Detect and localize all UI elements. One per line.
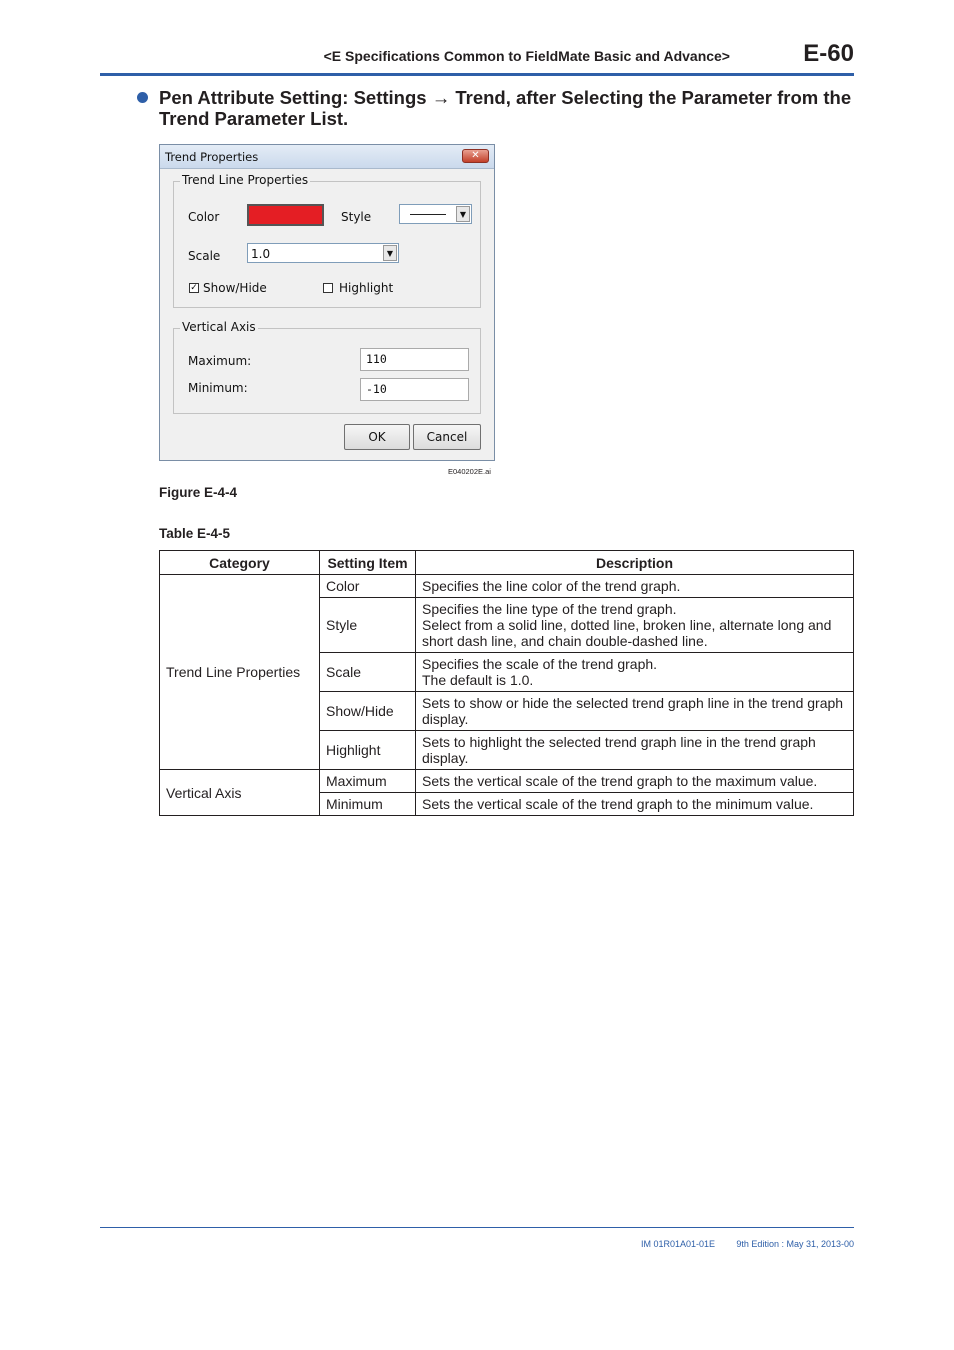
scale-select[interactable] — [247, 243, 399, 263]
description-cell: Specifies the scale of the trend graph. The default is 1.0. — [416, 653, 854, 692]
style-select[interactable] — [399, 204, 472, 224]
item-cell: Maximum — [320, 770, 416, 793]
check-icon: ✓ — [190, 283, 198, 293]
description-cell: Sets the vertical scale of the trend graph to the maximum value. — [416, 770, 854, 793]
footer-doc-number: IM 01R01A01-01E — [641, 1239, 716, 1249]
description-cell: Sets to highlight the selected trend graph line in the trend graph display. — [416, 731, 854, 770]
item-cell: Minimum — [320, 793, 416, 816]
showhide-checkbox[interactable] — [189, 283, 199, 293]
item-cell: Highlight — [320, 731, 416, 770]
table-header-row — [160, 551, 854, 575]
vertical-axis-group — [173, 320, 481, 414]
table-row — [160, 770, 854, 793]
table-row — [160, 575, 854, 598]
scale-label: Scale — [188, 249, 221, 263]
minimum-label: Minimum: — [188, 381, 248, 395]
maximum-input[interactable]: 110 — [360, 348, 469, 371]
dialog-title: Trend Properties — [165, 150, 259, 164]
description-cell: Specifies the line color of the trend graph. — [416, 575, 854, 598]
trend-properties-dialog — [159, 144, 495, 461]
item-cell: Show/Hide — [320, 692, 416, 731]
description-cell: Specifies the line type of the trend graph. Select from a solid line, dotted line, broken line, alternate long and short dash line, and chain double-dashed line. — [416, 598, 854, 653]
trend-group-title: Trend Line Properties — [182, 173, 309, 187]
close-button[interactable] — [462, 149, 489, 163]
close-icon: ✕ — [471, 150, 480, 161]
footer-rule — [100, 1227, 854, 1228]
maximum-label: Maximum: — [188, 354, 252, 368]
minimum-input[interactable]: -10 — [360, 378, 469, 401]
figure-caption: Figure E-4-4 — [159, 485, 238, 500]
table-caption: Table E-4-5 — [159, 526, 231, 541]
color-label: Color — [188, 210, 220, 224]
page-number: E-60 — [803, 40, 854, 67]
figure-file-id: E040202E.ai — [448, 467, 491, 476]
description-cell: Sets to show or hide the selected trend graph line in the trend graph display. — [416, 692, 854, 731]
chevron-down-icon: ▼ — [456, 206, 470, 222]
header-cell: Category — [160, 551, 320, 575]
item-cell: Color — [320, 575, 416, 598]
header-rule — [100, 73, 854, 76]
highlight-label: Highlight — [339, 281, 394, 295]
axis-group-title: Vertical Axis — [182, 320, 256, 334]
cancel-button[interactable]: Cancel — [413, 424, 481, 450]
header-cell: Description — [416, 551, 854, 575]
chevron-down-icon: ▼ — [383, 245, 397, 261]
category-cell: Trend Line Properties — [160, 575, 320, 770]
header-cell: Setting Item — [320, 551, 416, 575]
item-cell: Style — [320, 598, 416, 653]
bullet-icon — [137, 92, 148, 103]
description-cell: Sets the vertical scale of the trend graph to the minimum value. — [416, 793, 854, 816]
category-cell: Vertical Axis — [160, 770, 320, 816]
solid-line-sample — [410, 214, 446, 215]
dialog-titlebar — [160, 145, 494, 169]
trend-line-properties-group — [173, 173, 481, 308]
settings-table — [159, 550, 854, 816]
highlight-checkbox[interactable] — [323, 283, 333, 293]
showhide-label: Show/Hide — [203, 281, 267, 295]
footer-edition: 9th Edition : May 31, 2013-00 — [736, 1239, 854, 1249]
item-cell: Scale — [320, 653, 416, 692]
style-label: Style — [341, 210, 372, 224]
scale-value: 1.0 — [251, 247, 271, 261]
color-picker[interactable] — [247, 204, 324, 226]
ok-button[interactable]: OK — [344, 424, 410, 450]
section-heading: Pen Attribute Setting: Settings → Trend, after Selecting the Parameter from the Trend Parameter List. — [159, 87, 852, 129]
section-header: <E Specifications Common to FieldMate Basic and Advance> — [323, 48, 730, 64]
